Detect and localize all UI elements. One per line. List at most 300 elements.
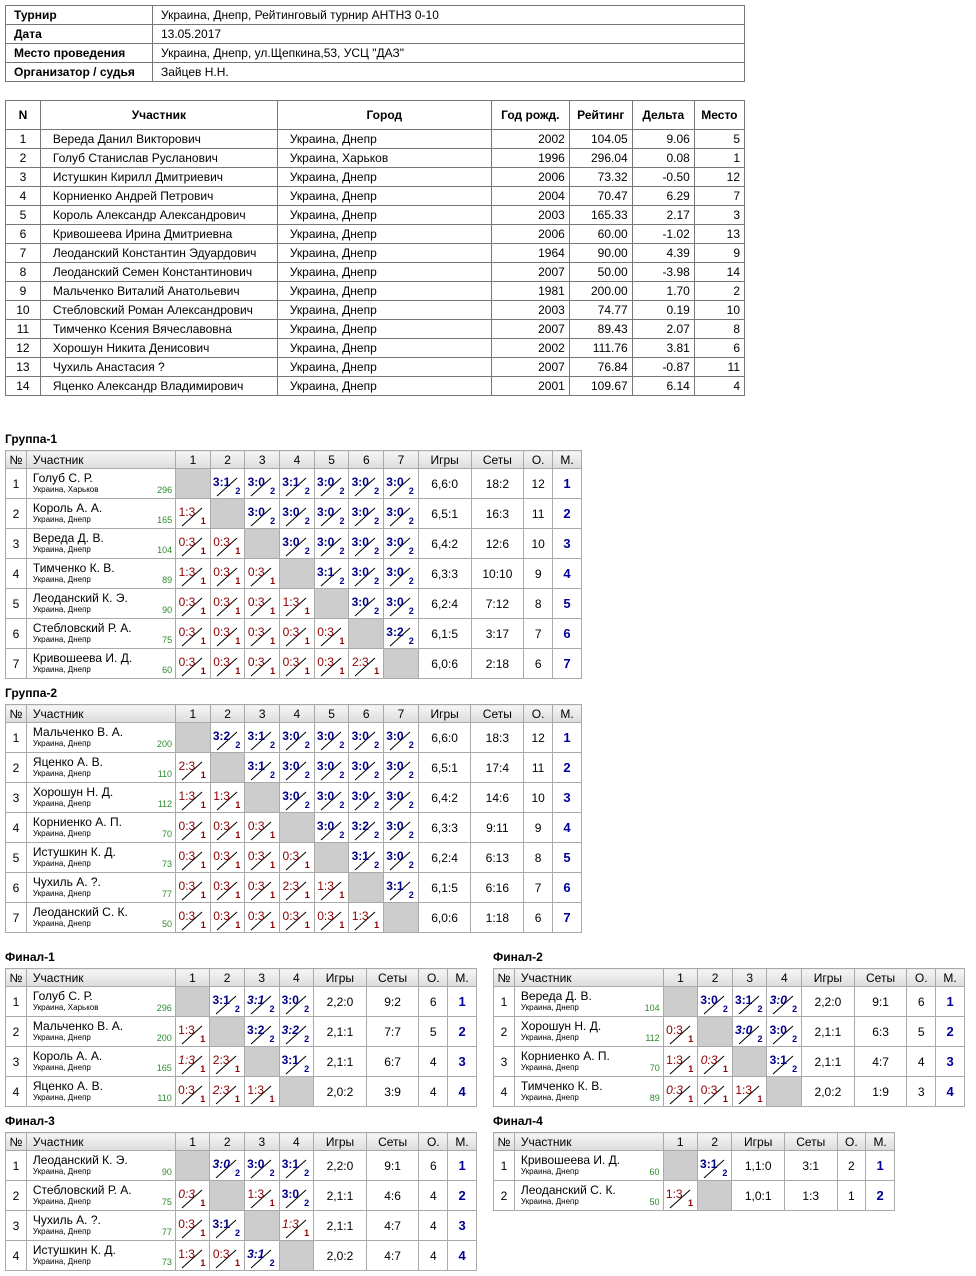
participant-city: Украина, Днепр <box>32 1033 91 1042</box>
header-name: Участник <box>514 969 663 987</box>
row-sets: 1:3 <box>784 1181 837 1211</box>
participant-cell: 9.06 <box>632 130 694 149</box>
match-result <box>210 1211 244 1240</box>
header-opponent: 1 <box>176 705 211 723</box>
match-score: 0:3 <box>213 565 230 579</box>
participant-rating: 70 <box>649 1063 660 1073</box>
match-cell <box>245 559 280 589</box>
participant-row <box>6 187 745 206</box>
match-cell <box>349 499 384 529</box>
match-result <box>384 589 418 618</box>
row-participant <box>514 1077 663 1107</box>
row-place: 2 <box>553 499 582 529</box>
group-row <box>494 1181 895 1211</box>
self-match-cell <box>210 499 245 529</box>
participant-city: Украина, Днепр <box>32 859 91 868</box>
participant-cell: 73.32 <box>569 168 632 187</box>
header-points: О. <box>419 969 448 987</box>
self-match-cell <box>767 1077 802 1107</box>
match-score: 3:0 <box>351 535 369 549</box>
info-value: 13.05.2017 <box>153 25 745 44</box>
row-games: 2,0:2 <box>802 1077 855 1107</box>
match-cell <box>279 1211 314 1241</box>
match-cell <box>384 499 419 529</box>
row-points: 4 <box>419 1241 448 1271</box>
match-cell <box>210 529 245 559</box>
participant-meta <box>33 799 172 809</box>
match-score: 3:0 <box>386 565 404 579</box>
match-result <box>280 783 314 812</box>
match-points: 1 <box>200 890 206 900</box>
match-score: 1:3 <box>735 1083 753 1097</box>
header-opponent: 1 <box>663 969 698 987</box>
group-row <box>6 469 582 499</box>
header-opponent: 4 <box>279 969 314 987</box>
participant-rating: 110 <box>157 769 173 779</box>
row-sets: 12:6 <box>471 529 524 559</box>
match-cell <box>210 649 245 679</box>
match-points: 1 <box>200 920 206 930</box>
row-games: 6,0:6 <box>418 903 471 933</box>
match-cell <box>732 1017 767 1047</box>
header-place: М. <box>936 969 965 987</box>
match-result <box>176 499 210 528</box>
match-points: 2 <box>374 830 380 840</box>
match-cell <box>384 619 419 649</box>
row-sets: 18:2 <box>471 469 524 499</box>
self-match-cell <box>175 1151 210 1181</box>
match-score: 3:1 <box>247 759 265 773</box>
match-result <box>315 559 349 588</box>
row-points: 4 <box>419 1211 448 1241</box>
row-points: 3 <box>907 1077 936 1107</box>
row-no: 5 <box>6 589 27 619</box>
row-points: 6 <box>907 987 936 1017</box>
participant-meta <box>33 485 172 495</box>
group-row <box>494 987 965 1017</box>
participant-cell: 4 <box>6 187 41 206</box>
participant-meta <box>521 1197 660 1207</box>
match-score: 0:3 <box>700 1053 718 1067</box>
header-sets: Сеты <box>471 451 524 469</box>
row-games: 6,2:4 <box>418 843 471 873</box>
match-score: 3:2 <box>386 625 404 639</box>
match-score: 0:3 <box>213 849 230 863</box>
participant-meta <box>33 515 172 525</box>
match-result <box>349 649 383 678</box>
match-score: 3:0 <box>351 789 369 803</box>
match-cell <box>697 1151 731 1181</box>
match-score: 3:0 <box>247 475 265 489</box>
row-games: 6,1:5 <box>418 619 471 649</box>
match-score: 2:3 <box>178 759 196 773</box>
match-score: 0:3 <box>213 535 230 549</box>
participant-name: Леоданский С. К. <box>32 905 128 919</box>
participant-cell: 0.19 <box>632 301 694 320</box>
match-result <box>664 1181 697 1210</box>
header-name: Участник <box>514 1133 663 1151</box>
match-score: 1:3 <box>213 789 230 803</box>
match-score: 0:3 <box>178 879 196 893</box>
match-result <box>245 559 279 588</box>
row-participant <box>514 987 663 1017</box>
match-cell <box>280 619 315 649</box>
column-header: Участник <box>40 101 277 130</box>
group-row <box>6 589 582 619</box>
participant-meta <box>521 1167 660 1177</box>
header-opponent: 3 <box>732 969 767 987</box>
match-result <box>315 529 349 558</box>
match-points: 2 <box>722 1004 728 1014</box>
match-score: 3:0 <box>316 535 335 549</box>
info-row <box>6 63 745 82</box>
match-cell <box>314 619 349 649</box>
group-row <box>6 1211 477 1241</box>
row-no: 7 <box>6 649 27 679</box>
row-sets: 4:7 <box>854 1047 907 1077</box>
row-sets: 18:3 <box>471 723 524 753</box>
participant-cell: 14 <box>6 377 41 396</box>
participant-name: Корниенко А. П. <box>32 815 122 829</box>
group-row <box>6 1241 477 1271</box>
participant-meta <box>33 1167 172 1177</box>
participant-rating: 77 <box>162 889 173 899</box>
row-place: 6 <box>553 873 582 903</box>
header-name: Участник <box>26 451 175 469</box>
column-header: Рейтинг <box>569 101 632 130</box>
match-points: 1 <box>200 666 206 676</box>
match-score: 0:3 <box>178 535 196 549</box>
participant-rating: 200 <box>156 1033 172 1043</box>
match-score: 0:3 <box>178 655 196 669</box>
participant-cell: Король Александр Александрович <box>40 206 277 225</box>
match-result <box>384 843 418 872</box>
match-points: 2 <box>408 516 414 526</box>
row-participant <box>26 559 175 589</box>
match-cell <box>176 753 211 783</box>
participant-cell: 1 <box>6 130 41 149</box>
match-result <box>245 619 279 648</box>
match-result <box>245 469 279 498</box>
match-score: 1:3 <box>317 879 334 893</box>
info-key: Организатор / судья <box>6 63 153 82</box>
self-match-cell <box>279 1241 314 1271</box>
group-table <box>5 450 582 679</box>
participant-cell: 2007 <box>491 320 569 339</box>
header-no: № <box>6 705 27 723</box>
match-points: 1 <box>234 1258 240 1268</box>
match-score: 3:0 <box>247 1157 265 1171</box>
match-cell <box>384 813 419 843</box>
participant-name: Кривошеева И. Д. <box>520 1153 621 1167</box>
row-place: 7 <box>553 649 582 679</box>
row-games: 2,1:1 <box>314 1017 367 1047</box>
participant-rating: 165 <box>156 1063 172 1073</box>
match-points: 2 <box>270 486 276 496</box>
match-cell <box>176 499 211 529</box>
info-key: Место проведения <box>6 44 153 63</box>
participant-meta <box>33 545 172 555</box>
participant-cell: 12 <box>6 339 41 358</box>
match-score: 0:3 <box>247 625 265 639</box>
self-match-cell <box>698 1017 733 1047</box>
group-row <box>6 813 582 843</box>
group-table <box>493 1132 895 1211</box>
row-place: 2 <box>866 1181 895 1211</box>
participant-rating: 296 <box>157 485 173 495</box>
match-result <box>245 753 279 782</box>
row-points: 5 <box>419 1017 448 1047</box>
participant-cell: 4.39 <box>632 244 694 263</box>
match-cell <box>314 903 349 933</box>
match-cell <box>314 873 349 903</box>
self-match-cell <box>314 843 349 873</box>
match-points: 2 <box>792 1064 798 1074</box>
match-cell <box>314 529 349 559</box>
participant-meta <box>33 1063 172 1073</box>
match-points: 1 <box>200 516 206 526</box>
match-score: 3:0 <box>351 565 369 579</box>
participant-city: Украина, Днепр <box>32 1227 91 1236</box>
self-match-cell <box>697 1181 731 1211</box>
participant-cell: 8 <box>694 320 744 339</box>
match-cell <box>280 649 315 679</box>
row-no: 3 <box>6 1047 27 1077</box>
participant-cell: Стебловский Роман Александрович <box>40 301 277 320</box>
participant-meta <box>33 605 172 615</box>
match-cell <box>245 619 280 649</box>
participant-cell: 2.07 <box>632 320 694 339</box>
row-place: 4 <box>448 1077 477 1107</box>
match-points: 1 <box>200 800 206 810</box>
match-points: 1 <box>200 1228 206 1238</box>
row-sets: 3:9 <box>366 1077 419 1107</box>
match-result <box>349 723 383 752</box>
group-row <box>494 1017 965 1047</box>
match-score: 3:0 <box>769 1023 787 1037</box>
row-place: 4 <box>448 1241 477 1271</box>
match-cell <box>349 469 384 499</box>
match-result <box>280 843 314 872</box>
header-opponent: 4 <box>280 451 315 469</box>
group-row <box>6 1181 477 1211</box>
match-result <box>176 903 210 932</box>
match-points: 2 <box>374 576 380 586</box>
header-opponent: 4 <box>280 705 315 723</box>
participant-cell: Леоданский Константин Эдуардович <box>40 244 277 263</box>
participant-meta <box>33 739 172 749</box>
participant-meta <box>33 859 172 869</box>
participant-name: Чухиль А. ?. <box>32 875 101 889</box>
match-points: 1 <box>270 860 276 870</box>
match-points: 1 <box>235 800 241 810</box>
participant-rating: 60 <box>649 1167 660 1177</box>
match-cell <box>384 783 419 813</box>
match-points: 1 <box>339 890 345 900</box>
participant-row <box>6 282 745 301</box>
self-match-cell <box>280 559 315 589</box>
header-games: Игры <box>732 1133 785 1151</box>
row-place: 4 <box>553 559 582 589</box>
participant-rating: 165 <box>157 515 173 525</box>
match-score: 0:3 <box>247 655 265 669</box>
match-result <box>384 783 418 812</box>
match-result <box>211 843 245 872</box>
row-sets: 2:18 <box>471 649 524 679</box>
row-games: 2,1:1 <box>314 1181 367 1211</box>
participant-name: Хорошун Н. Д. <box>520 1019 602 1033</box>
match-result <box>733 987 767 1016</box>
participant-cell: Украина, Днепр <box>277 130 491 149</box>
participant-city: Украина, Днепр <box>32 739 91 748</box>
match-score: 2:3 <box>212 1053 230 1067</box>
match-result <box>349 469 383 498</box>
match-result <box>210 987 244 1016</box>
match-score: 2:3 <box>282 879 300 893</box>
match-points: 1 <box>304 920 310 930</box>
participant-meta <box>521 1093 660 1103</box>
participant-cell: 6 <box>6 225 41 244</box>
match-points: 2 <box>374 800 380 810</box>
participant-rating: 70 <box>162 829 173 839</box>
participant-cell: Вереда Данил Викторович <box>40 130 277 149</box>
match-result <box>384 753 418 782</box>
participant-row <box>6 377 745 396</box>
match-result <box>767 1017 801 1046</box>
match-cell <box>663 1077 698 1107</box>
match-result <box>245 649 279 678</box>
participant-cell: Украина, Днепр <box>277 225 491 244</box>
header-sets: Сеты <box>366 969 419 987</box>
match-result <box>176 873 210 902</box>
group-title: Финал-4 <box>493 1114 543 1128</box>
match-result <box>349 559 383 588</box>
match-score: 3:0 <box>386 849 404 863</box>
participant-city: Украина, Днепр <box>32 605 91 614</box>
group-title: Группа-1 <box>5 432 58 446</box>
header-games: Игры <box>418 451 471 469</box>
header-no: № <box>6 969 27 987</box>
participant-cell: 200.00 <box>569 282 632 301</box>
participant-rating: 73 <box>161 1257 172 1267</box>
match-score: 1:3 <box>351 909 369 923</box>
row-games: 6,0:6 <box>418 649 471 679</box>
group-row <box>6 723 582 753</box>
self-match-cell <box>663 1151 697 1181</box>
match-points: 1 <box>270 606 276 616</box>
group-row <box>6 987 477 1017</box>
match-score: 3:0 <box>316 475 335 489</box>
match-cell <box>384 843 419 873</box>
participant-meta <box>521 1003 660 1013</box>
row-points: 4 <box>907 1047 936 1077</box>
header-place: М. <box>553 451 582 469</box>
match-result <box>349 753 383 782</box>
row-games: 2,1:1 <box>314 1211 367 1241</box>
participant-rating: 90 <box>162 605 173 615</box>
match-cell <box>280 753 315 783</box>
match-result <box>280 1151 314 1180</box>
match-result <box>280 987 314 1016</box>
row-points: 9 <box>524 813 553 843</box>
row-games: 2,1:1 <box>802 1047 855 1077</box>
participant-city: Украина, Днепр <box>32 665 91 674</box>
row-participant <box>26 649 175 679</box>
match-score: 0:3 <box>178 1187 195 1201</box>
match-points: 1 <box>304 1228 310 1238</box>
header-opponent: 1 <box>175 969 210 987</box>
participant-rating: 90 <box>161 1167 172 1177</box>
header-place: М. <box>553 705 582 723</box>
match-points: 1 <box>339 920 345 930</box>
match-cell <box>349 529 384 559</box>
match-points: 2 <box>270 770 276 780</box>
participant-cell: Украина, Днепр <box>277 244 491 263</box>
match-result <box>767 1047 801 1076</box>
match-cell <box>280 903 315 933</box>
match-points: 1 <box>304 860 310 870</box>
match-cell <box>245 813 280 843</box>
match-points: 2 <box>234 1228 240 1238</box>
match-score: 3:1 <box>351 849 369 863</box>
row-points: 1 <box>837 1181 866 1211</box>
match-cell <box>176 783 211 813</box>
participant-city: Украина, Днепр <box>520 1003 579 1012</box>
row-games: 2,2:0 <box>802 987 855 1017</box>
info-key: Дата <box>6 25 153 44</box>
match-result <box>211 903 245 932</box>
match-score: 3:0 <box>735 1023 753 1037</box>
header-place: М. <box>448 969 477 987</box>
participant-rating: 112 <box>157 799 173 809</box>
match-cell <box>767 1017 802 1047</box>
match-score: 3:0 <box>316 819 335 833</box>
match-score: 3:2 <box>247 1023 265 1037</box>
match-result <box>664 1047 698 1076</box>
row-no: 3 <box>494 1047 515 1077</box>
participant-meta <box>33 1257 172 1267</box>
match-points: 1 <box>200 1198 206 1208</box>
participant-cell: Украина, Днепр <box>277 206 491 225</box>
header-opponent: 4 <box>767 969 802 987</box>
match-points: 1 <box>234 1094 240 1104</box>
match-points: 2 <box>304 546 310 556</box>
match-score: 3:1 <box>247 729 265 743</box>
match-cell <box>210 987 245 1017</box>
match-cell <box>314 559 349 589</box>
header-opponent: 2 <box>697 1133 731 1151</box>
participant-cell: 109.67 <box>569 377 632 396</box>
row-participant <box>26 753 175 783</box>
header-no: № <box>6 1133 27 1151</box>
participant-name: Чухиль А. ?. <box>32 1213 101 1227</box>
header-opponent: 5 <box>314 705 349 723</box>
match-cell <box>210 873 245 903</box>
match-result <box>210 1047 244 1076</box>
match-points: 2 <box>722 1168 728 1178</box>
self-match-cell <box>279 1077 314 1107</box>
match-points: 1 <box>339 666 345 676</box>
participant-cell: 13 <box>6 358 41 377</box>
match-cell <box>698 1047 733 1077</box>
participant-cell: Украина, Днепр <box>277 339 491 358</box>
match-points: 2 <box>269 1004 275 1014</box>
match-points: 1 <box>235 576 241 586</box>
match-points: 1 <box>304 890 310 900</box>
group-title: Группа-2 <box>5 686 58 700</box>
self-match-cell <box>244 1047 279 1077</box>
row-participant <box>514 1047 663 1077</box>
